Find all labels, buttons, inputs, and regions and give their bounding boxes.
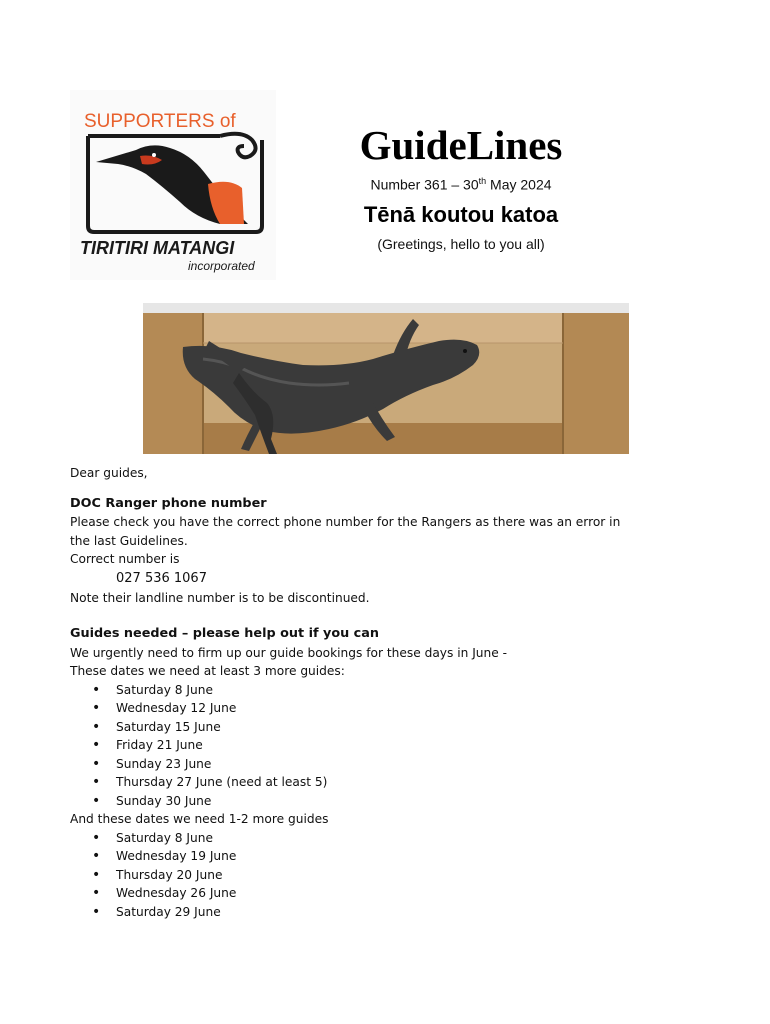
dates-list-1-2-guides: [70, 829, 700, 922]
tuatara-photo: [143, 303, 629, 454]
list-item: • Thursday 27 June (need at least 5): [70, 773, 700, 792]
issue-line: [330, 176, 592, 193]
guides-intro-2: These dates we need at least 3 more guides:: [70, 664, 345, 678]
list-item: • Saturday 29 June: [70, 903, 700, 922]
list-item: • Sunday 30 June: [70, 792, 700, 811]
salutation: Dear guides,: [70, 466, 148, 480]
logo-bottom-text: TIRITIRI MATANGI: [80, 238, 235, 258]
list-item: • Saturday 8 June: [70, 829, 700, 848]
dates-list-3-guides: [70, 681, 700, 811]
list-item: • Thursday 20 June: [70, 866, 700, 885]
list-item: • Friday 21 June: [70, 736, 700, 755]
greeting-translation: (Greetings, hello to you all): [377, 235, 545, 252]
ranger-phone-number: 027 536 1067: [116, 570, 207, 586]
ranger-note: Note their landline number is to be discontinued.: [70, 590, 370, 605]
issue-suffix: May 2024: [486, 176, 552, 193]
supporters-logo: [70, 90, 276, 280]
ranger-heading: DOC Ranger phone number: [70, 495, 267, 511]
letter-body: [70, 464, 700, 921]
issue-sup: th: [478, 176, 487, 186]
list-item: • Wednesday 19 June: [70, 847, 700, 866]
guides-intro-1: We urgently need to firm up our guide bookings for these days in June -: [70, 645, 508, 660]
list-item: • Wednesday 12 June: [70, 699, 700, 718]
guides-heading: Guides needed – please help out if you can: [70, 626, 380, 641]
issue-prefix: Number 361 – 30: [370, 176, 479, 193]
list-item: • Sunday 23 June: [70, 755, 700, 774]
newsletter-title: GuideLines: [359, 122, 563, 168]
greeting: Tēnā koutou katoa: [363, 201, 559, 227]
guides-intro-3: And these dates we need 1-2 more guides: [70, 812, 329, 826]
list-item: • Saturday 8 June: [70, 681, 700, 700]
ranger-line-3: Correct number is: [70, 552, 180, 566]
ranger-line-2: the last Guidelines.: [70, 533, 188, 548]
newsletter-header: [330, 120, 592, 252]
list-item: • Wednesday 26 June: [70, 884, 700, 903]
logo-sub-text: incorporated: [188, 259, 255, 273]
ranger-line-1: Please check you have the correct phone number for the Rangers as there was an error in: [70, 515, 621, 529]
logo-top-text: SUPPORTERS of: [84, 111, 236, 132]
list-item: • Saturday 15 June: [70, 718, 700, 737]
